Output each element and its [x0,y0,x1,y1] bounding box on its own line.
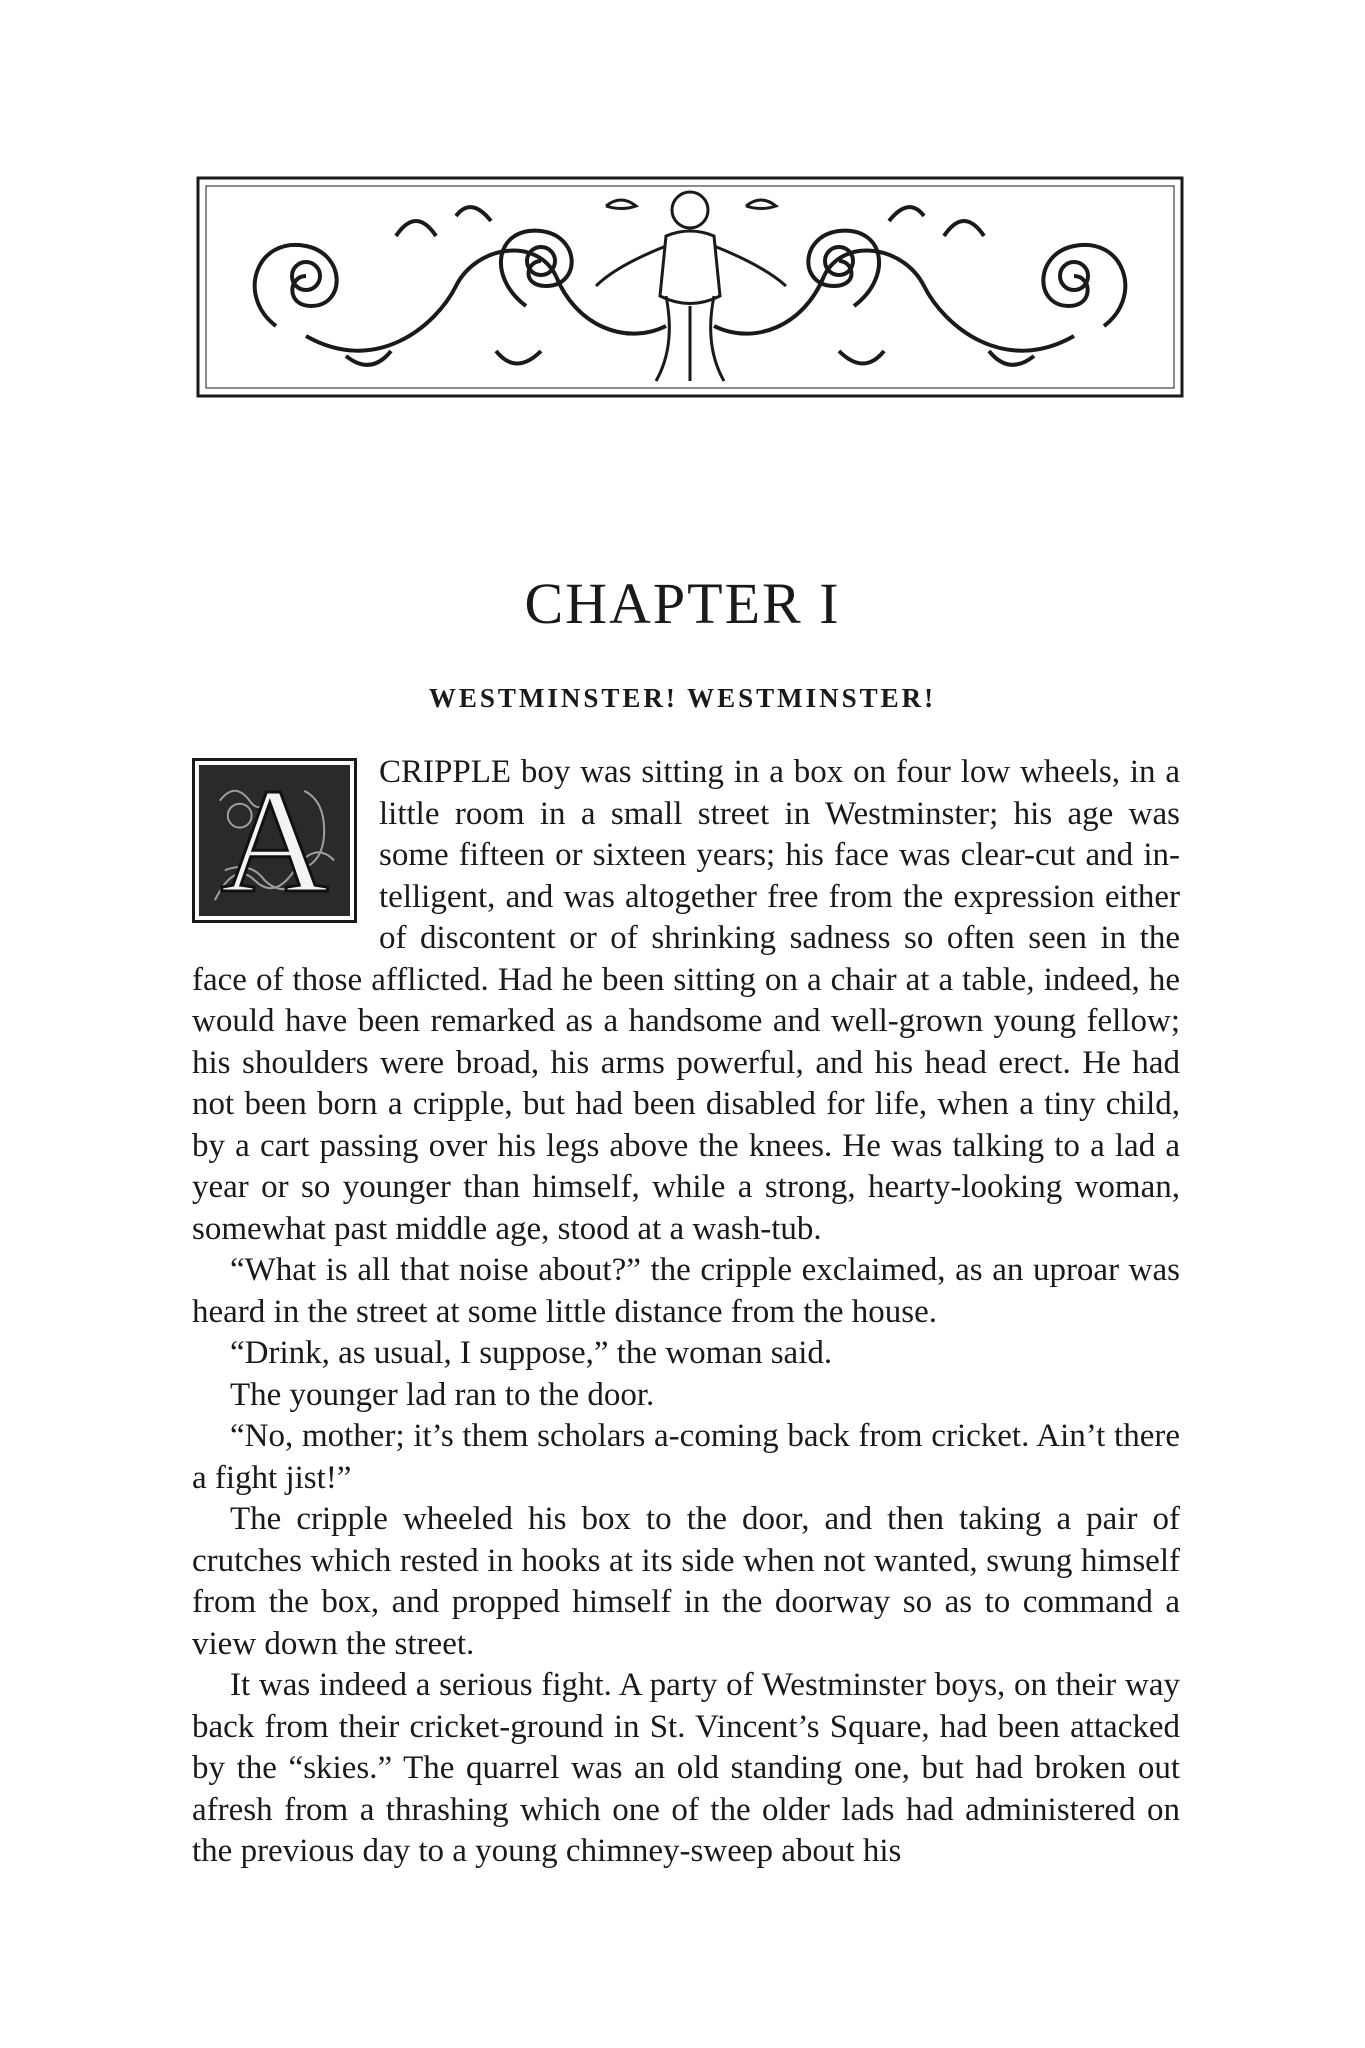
paragraph: “No, mother; it’s them scholars a-coming back from cricket. Ain’t there a fight jist!” [192,1418,1180,1496]
paragraph: The younger lad ran to the door. [230,1376,655,1413]
dropcap-letter: A [220,757,329,924]
illuminated-initial-icon [192,758,357,923]
chapter-title: CHAPTER I [524,571,841,636]
chapter-subtitle: WESTMINSTER! WESTMINSTER! [428,683,937,713]
paragraph: It was indeed a serious fight. A party of Westminster boys, on their way back from their cricket-ground in St. Vincent’s Square, had been attacked by the “skies.” The quarrel was an old standing one, but had broken out afresh from a thrashing which one of the older lads had administered on the previous day to a young chimney-sweep about his [192,1667,1180,1869]
floral-scroll-ornament-icon [196,176,1184,398]
paragraph: The cripple wheeled his box to the door, and then taking a pair of crutches which rested in hooks at its side when not wanted, swung himself from the box, and propped himself in the doorway so as to command a view down the street. [192,1501,1180,1662]
paragraph: “Drink, as usual, I suppose,” the woman said. [230,1335,833,1371]
paragraph: CRIPPLE boy was sitting in a box on four low wheels, in a little room in a small street in Westminster; his age was some fifteen or sixteen years; his face was clear-cut and intelligent, and was altogether free from the expression either of discontent or of shrinking sadness so often seen in the face of those afflicted. Had he been sitting on a chair at a table, indeed, he would have been remarked as a handsome and well-grown young fellow; his shoulders were broad, his arms powerful, and his head erect. He had not been born a cripple, but had been disabled for life, when a tiny child, by a cart passing over his legs above the knees. He was talking to a lad a year or so younger than himself, while a strong, hearty-looking woman, somewhat past middle age, stood at a wash-tub. [192,754,1180,1247]
chapter-body [192,752,1180,1873]
paragraph: “What is all that noise about?” the cripple exclaimed, as an uproar was heard in the street at some little distance from the house. [192,1252,1180,1330]
